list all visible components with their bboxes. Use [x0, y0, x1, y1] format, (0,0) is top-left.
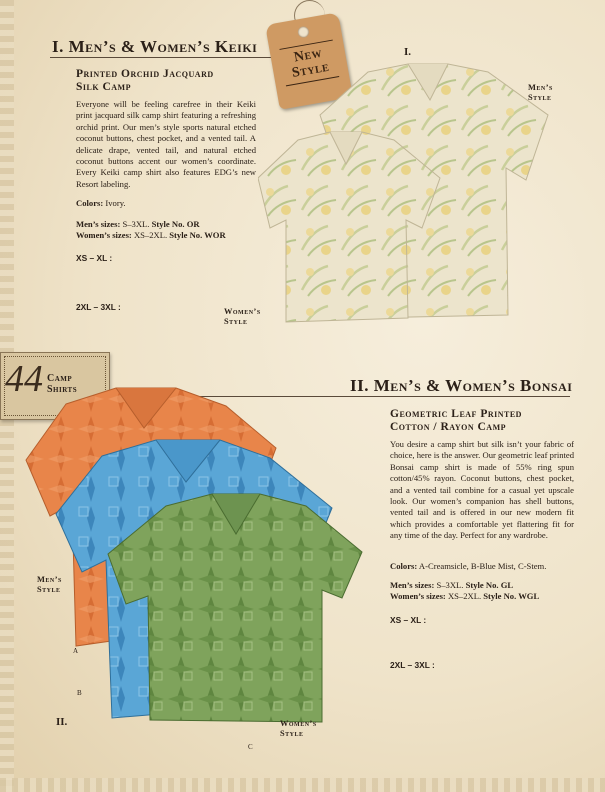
- tag-hole: [297, 26, 310, 39]
- shirt-letter-a: A: [73, 647, 79, 655]
- section-2-size-2xl-3xl: 2XL – 3XL :: [390, 660, 435, 670]
- section-2-womens-style-label: Women’s Style: [280, 719, 317, 738]
- shirt-letter-b: B: [77, 689, 82, 697]
- section-1-subtitle-2: Silk Camp: [76, 81, 131, 93]
- plaque-label: Camp Shirts: [47, 373, 78, 395]
- section-1-size-2xl-3xl: 2XL – 3XL :: [76, 302, 121, 312]
- section-1-womens-style-label: Women’s Style: [224, 307, 261, 326]
- keiki-shirts-photo: [258, 60, 558, 330]
- section-2-size-xs-xl: XS – XL :: [390, 615, 427, 625]
- section-2-womens-sizes: Women’s sizes: XS–2XL. Style No. WGL: [390, 591, 540, 601]
- section-2-title: II. Men’s & Women’s Bonsai: [350, 376, 573, 395]
- tag-line-1: New: [292, 45, 324, 66]
- section-1-womens-sizes: Women’s sizes: XS–2XL. Style No. WOR: [76, 230, 226, 240]
- tag-line-2: Style: [290, 59, 331, 82]
- section-1-photo-numeral: I.: [404, 46, 412, 58]
- section-1-mens-sizes: Men’s sizes: S–3XL. Style No. OR: [76, 219, 200, 229]
- page-number: 44: [5, 358, 43, 400]
- section-1-rule: [50, 57, 286, 58]
- bonsai-shirts-photo: [16, 384, 386, 724]
- section-1-description: Everyone will be feeling carefree in their Keiki print jacquard silk camp shirt featuring a refreshing orchid print. Our men’s style sports natural etched coconut buttons, chest pocket, and a vented tail. A delicate drape, vented tail, and natural etched coconut buttons accent our women’s coordinate. Every Keiki camp shirt also features EDG’s new Resort labeling.: [76, 99, 256, 189]
- section-2-subtitle-1: Geometric Leaf Printed: [390, 408, 522, 420]
- section-1-title: I. Men’s & Women’s Keiki: [52, 37, 258, 56]
- section-1-mens-style-label: Men’s Style: [528, 83, 553, 102]
- shirt-letter-c: C: [248, 743, 253, 751]
- section-1-subtitle-1: Printed Orchid Jacquard: [76, 68, 214, 80]
- section-2-photo-numeral: II.: [56, 716, 68, 728]
- section-1-size-xs-xl: XS – XL :: [76, 253, 113, 263]
- section-2-description: You desire a camp shirt but silk isn’t your fabric of choice, here is the answer. Our geometric leaf printed Bonsai camp shirt is made of 55% ring spun cotton/45% rayon. Coconut buttons, chest pocket, and a vented tail combine for a casual yet upscale look. Our women’s companion has shell buttons, vented tail and is offered in our new modern fit which provides a comfortable yet flattering fit for any time of the day. Perfect for any wardrobe.: [390, 439, 574, 541]
- section-2-subtitle-2: Cotton / Rayon Camp: [390, 421, 507, 433]
- decorative-border-bottom: [0, 778, 605, 792]
- section-2-mens-sizes: Men’s sizes: S–3XL. Style No. GL: [390, 580, 514, 590]
- section-1-colors: Colors: Ivory.: [76, 198, 126, 208]
- section-2-colors: Colors: A-Creamsicle, B-Blue Mist, C-Stem.: [390, 561, 547, 571]
- section-2-mens-style-label: Men’s Style: [37, 575, 62, 594]
